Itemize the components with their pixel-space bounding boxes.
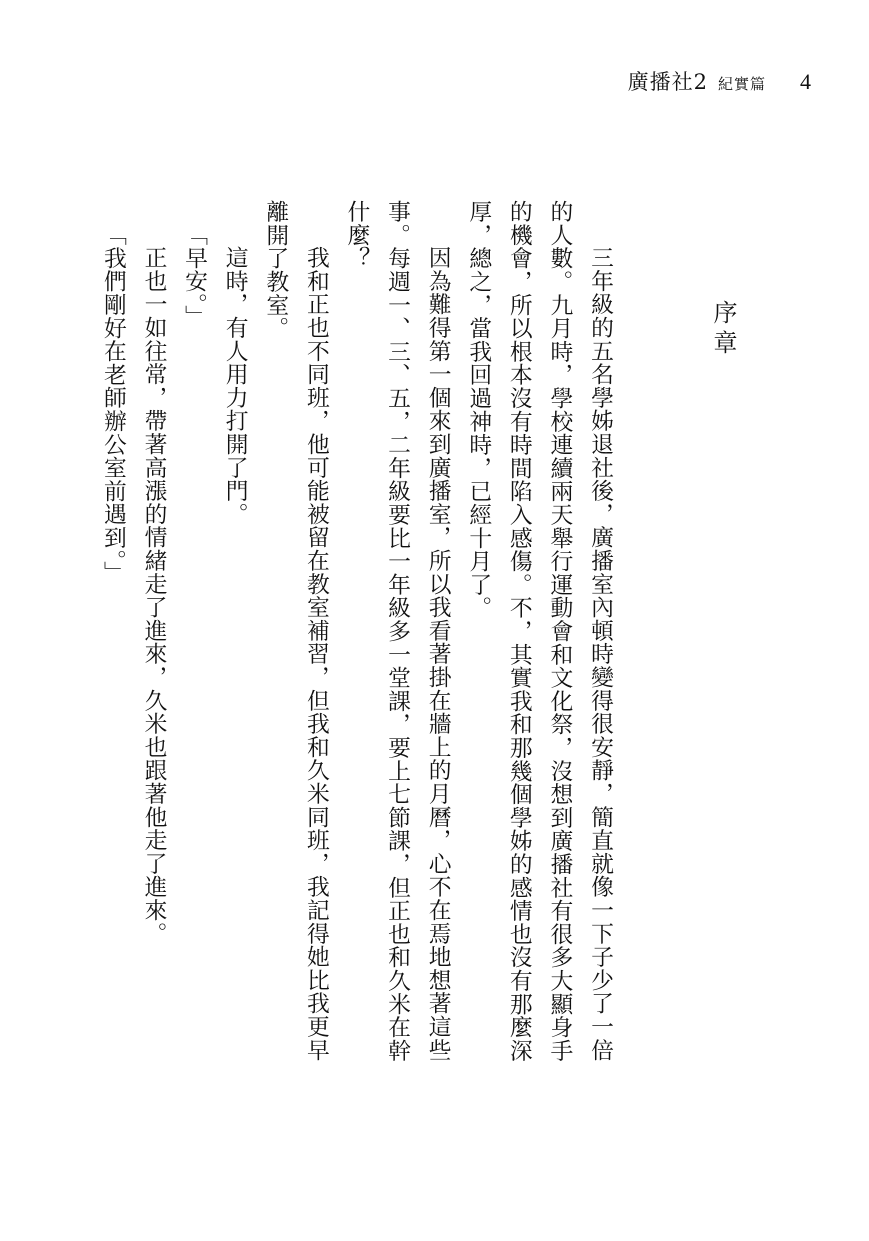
paragraph: 因為難得第一個來到廣播室，所以我看著掛在牆上的月曆，心不在焉地想著這些事。每週一、三、五，二年級要比一年級多一堂課，要上七節課，但正也和久米在幹什麼？ (343, 200, 451, 1063)
body-text (99, 200, 620, 1080)
paragraph: 三年級的五名學姊退社後，廣播室內頓時變得很安靜，簡直就像一下子少了一倍的人數。九月時，學校連續兩天舉行運動會和文化祭，沒想到廣播社有很多大顯身手的機會，所以根本沒有時間陷入感傷。不，其實我和那幾個學姊的感情也沒有那麼深厚，總之，當我回過神時，已經十月了。 (465, 200, 613, 1063)
running-header (628, 66, 811, 96)
dialogue-line: 「早安。」 (181, 222, 208, 328)
page-number: 4 (800, 69, 811, 94)
paragraph: 我和正也不同班，他可能被留在教室補習，但我和久米同班，我記得她比我更早離開了教室。 (262, 200, 329, 1062)
dialogue-line: 「我們剛好在老師辦公室前遇到。」 (99, 222, 126, 585)
section-subtitle: 紀實篇 (717, 75, 766, 93)
paragraph: 正也一如往常，帶著高漲的情緒走了進來，久米也跟著他走了進來。 (140, 245, 167, 945)
book-title: 廣播社2 (627, 70, 708, 94)
paragraph: 這時，有人用力打開了門。 (221, 245, 248, 526)
chapter-title: 序章 (709, 300, 737, 360)
